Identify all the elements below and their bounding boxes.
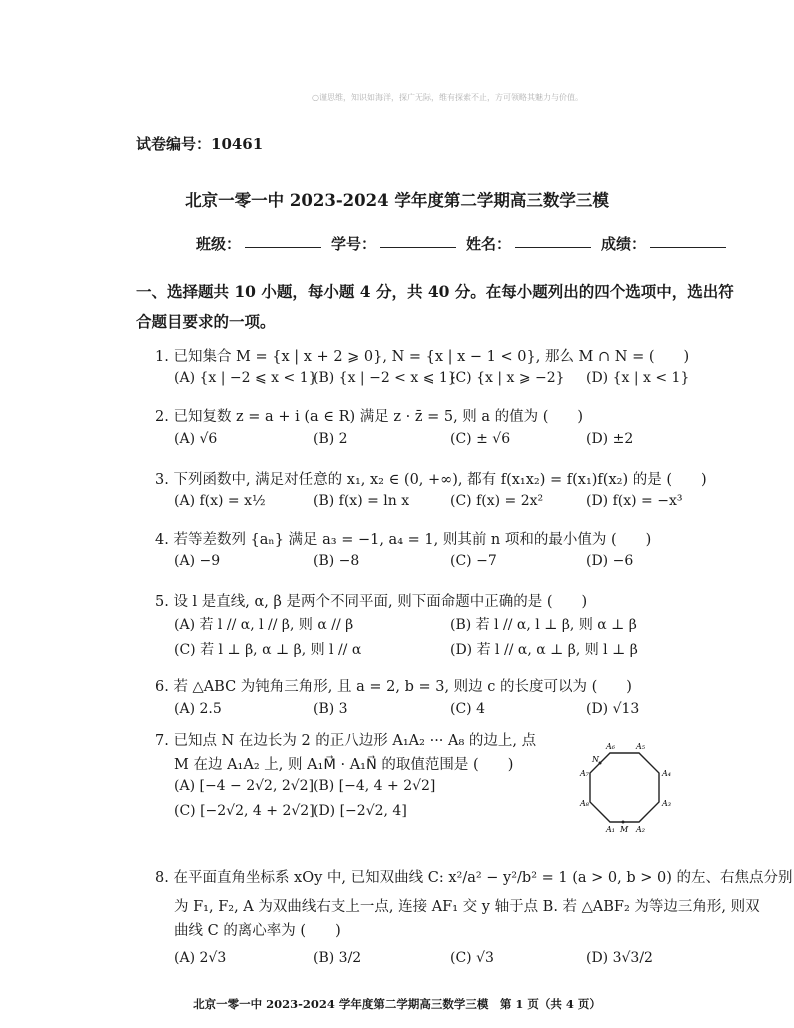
question-6-option-c: (C) 4 — [450, 701, 485, 717]
question-4-option-d: (D) −6 — [586, 553, 634, 569]
label-a7: A₇ — [580, 769, 589, 778]
watermark-text: ○谨思维，知识如海洋，探广无际，维有探索不止，方可领略其魅力与价值。 — [312, 93, 583, 102]
label-a4: A₄ — [662, 769, 671, 778]
label-m: M — [620, 825, 629, 834]
question-6-option-a: (A) 2.5 — [174, 701, 222, 717]
name-blank[interactable] — [515, 233, 591, 248]
question-2-option-b: (B) 2 — [313, 431, 348, 447]
page-footer: 北京一零一中 2023-2024 学年度第二学期高三数学三模 第 1 页（共 4 页） — [193, 997, 601, 1011]
question-3-option-b: (B) f(x) = ln x — [313, 493, 410, 509]
question-3-stem: 3. 下列函数中, 满足对任意的 x₁, x₂ ∈ (0, +∞), 都有 f(x₁x₂) = f(x₁)f(x₂) 的是 ( ) — [155, 472, 707, 488]
question-8-option-d: (D) 3√3/2 — [586, 950, 653, 966]
label-n: N — [592, 755, 599, 764]
question-8-stem-line1: 8. 在平面直角坐标系 xOy 中, 已知双曲线 C: x²/a² − y²/b² = 1 (a > 0, b > 0) 的左、右焦点分别 — [155, 870, 793, 886]
page-title: 北京一零一中 2023-2024 学年度第二学期高三数学三模 — [185, 191, 609, 210]
question-1-option-d: (D) {x | x < 1} — [586, 370, 690, 386]
question-6-option-d: (D) √13 — [586, 701, 640, 717]
question-5-option-a: (A) 若 l // α, l // β, 则 α // β — [174, 617, 354, 633]
score-blank[interactable] — [650, 233, 726, 248]
question-2-stem: 2. 已知复数 z = a + i (a ∈ R) 满足 z · z̄ = 5, 则 a 的值为 ( ) — [155, 409, 584, 425]
question-7-option-a: (A) [−4 − 2√2, 2√2] — [174, 778, 315, 794]
label-a1: A₁ — [606, 825, 615, 834]
question-8-option-c: (C) √3 — [450, 950, 494, 966]
question-7-option-b: (B) [−4, 4 + 2√2] — [313, 778, 436, 794]
question-4-option-a: (A) −9 — [174, 553, 221, 569]
student-info-row — [196, 233, 736, 254]
question-2-option-c: (C) ± √6 — [450, 431, 511, 447]
question-8-option-b: (B) 3/2 — [313, 950, 362, 966]
name-label: 姓名： — [466, 235, 512, 253]
question-1-option-b: (B) {x | −2 < x ⩽ 1} — [313, 370, 457, 386]
question-1-option-c: (C) {x | x ⩾ −2} — [450, 370, 565, 386]
point-m — [622, 821, 625, 824]
question-3-option-c: (C) f(x) = 2x² — [450, 493, 544, 509]
question-1-option-a: (A) {x | −2 ⩽ x < 1} — [174, 370, 318, 386]
question-8-stem-line3: 曲线 C 的离心率为 ( ) — [174, 923, 341, 939]
question-5-option-c: (C) 若 l ⊥ β, α ⊥ β, 则 l // α — [174, 642, 362, 658]
label-a5: A₅ — [636, 742, 645, 751]
exam-number: 试卷编号：10461 — [136, 135, 264, 153]
question-4-option-c: (C) −7 — [450, 553, 497, 569]
question-7-stem-line1: 7. 已知点 N 在边长为 2 的正八边形 A₁A₂ ··· A₈ 的边上, 点 — [155, 733, 537, 749]
question-3-option-a: (A) f(x) = x½ — [174, 493, 266, 509]
question-6-stem: 6. 若 △ABC 为钝角三角形, 且 a = 2, b = 3, 则边 c 的长度可以为 ( ) — [155, 679, 632, 695]
question-3-option-d: (D) f(x) = −x³ — [586, 493, 683, 509]
octagon-figure — [578, 740, 678, 835]
question-8-stem-line2: 为 F₁, F₂, A 为双曲线右支上一点, 连接 AF₁ 交 y 轴于点 B. 若 △ABF₂ 为等边三角形, 则双 — [174, 899, 760, 915]
student-id-label: 学号： — [331, 235, 377, 253]
section-heading: 一、选择题共 10 小题，每小题 4 分，共 40 分。在每小题列出的四个选项中，选出符合题目要求的一项。 — [136, 282, 734, 331]
question-6-option-b: (B) 3 — [313, 701, 348, 717]
score-label: 成绩： — [601, 235, 647, 253]
question-1-stem: 1. 已知集合 M = {x | x + 2 ⩾ 0}, N = {x | x − 1 < 0}, 那么 M ∩ N = ( ) — [155, 349, 690, 365]
question-7-option-d: (D) [−2√2, 4] — [313, 803, 407, 819]
question-8-option-a: (A) 2√3 — [174, 950, 227, 966]
question-5-option-b: (B) 若 l // α, l ⊥ β, 则 α ⊥ β — [450, 617, 637, 633]
question-5-stem: 5. 设 l 是直线, α, β 是两个不同平面, 则下面命题中正确的是 ( ) — [155, 594, 588, 610]
label-a2: A₂ — [636, 825, 645, 834]
question-2-option-a: (A) √6 — [174, 431, 218, 447]
question-4-stem: 4. 若等差数列 {aₙ} 满足 a₃ = −1, a₄ = 1, 则其前 n 项和的最小值为 ( ) — [155, 532, 652, 548]
question-5-option-d: (D) 若 l // α, α ⊥ β, 则 l ⊥ β — [450, 642, 638, 658]
question-7-option-c: (C) [−2√2, 4 + 2√2] — [174, 803, 315, 819]
question-7-stem-line2: M 在边 A₁A₂ 上, 则 A₁M⃗ · A₁N⃗ 的取值范围是 ( ) — [174, 757, 514, 773]
label-a6: A₆ — [606, 742, 615, 751]
label-a8: A₈ — [580, 799, 589, 808]
question-2-option-d: (D) ±2 — [586, 431, 634, 447]
label-a3: A₃ — [662, 799, 671, 808]
question-4-option-b: (B) −8 — [313, 553, 360, 569]
class-blank[interactable] — [245, 233, 321, 248]
class-label: 班级： — [196, 235, 242, 253]
student-id-blank[interactable] — [380, 233, 456, 248]
